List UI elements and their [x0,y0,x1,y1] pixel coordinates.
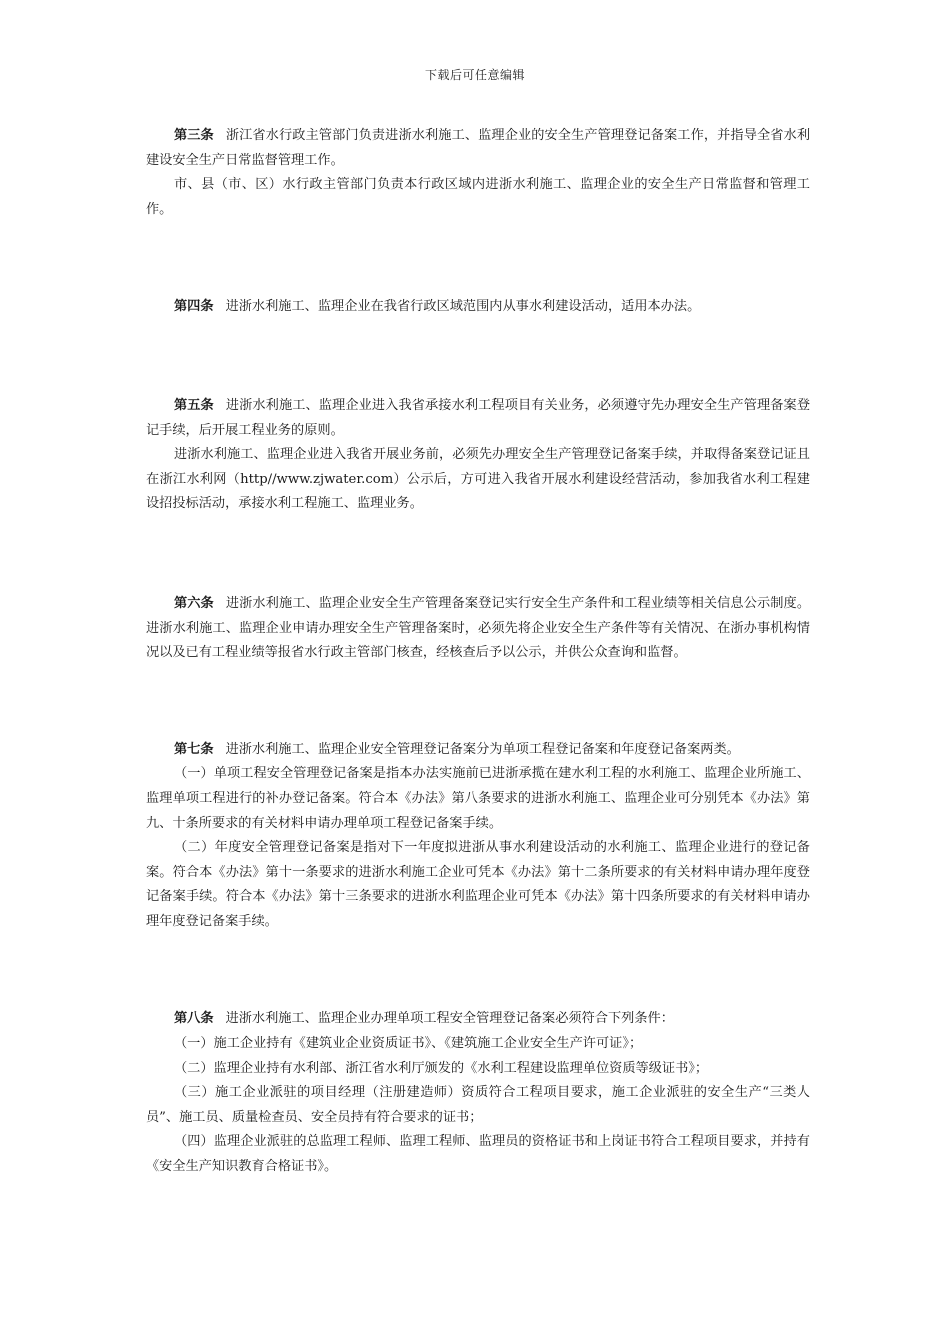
article-paragraph: （二）监理企业持有水利部、浙江省水利厅颁发的《水利工程建设监理单位资质等级证书》； [174,1060,709,1076]
article-paragraph: 进浙水利施工、监理企业进入我省开展业务前，必须先办理安全生产管理登记备案手续，并取得备案登记证且在浙江水利网（http//www.zjwater.com）公示后，方可进入我省开展水利建设经营活动，参加我省水利工程建设招投标活动，承接水利工程施工、监理业务。 [146,447,810,512]
article-5 [146,394,810,517]
article-number: 第三条 [174,128,214,143]
article-text: 进浙水利施工、监理企业进入我省承接水利工程项目有关业务，必须遵守先办理安全生产管理备案登记手续，后开展工程业务的原则。 [146,397,811,438]
article-paragraph: 市、县（市、区）水行政主管部门负责本行政区域内进浙水利施工、监理企业的安全生产日常监督和管理工作。 [146,177,810,217]
article-paragraph [146,295,810,320]
article-text: 进浙水利施工、监理企业安全生产管理备案登记实行安全生产条件和工程业绩等相关信息公示制度。进浙水利施工、监理企业申请办理安全生产管理备案时，必须先将企业安全生产条件等有关情况、在浙办事机构情况以及已有工程业绩等报省水行政主管部门核查，经核查后予以公示，并供公众查询和监督。 [146,595,811,661]
article-7 [146,738,810,935]
article-6 [146,592,810,666]
article-paragraph [146,1007,810,1032]
article-3 [146,124,810,222]
article-paragraph [146,394,810,443]
article-paragraph [146,124,810,173]
article-text: 进浙水利施工、监理企业办理单项工程安全管理登记备案必须符合下列条件： [225,1011,674,1027]
article-number: 第四条 [174,299,214,315]
article-number: 第七条 [174,741,214,757]
article-paragraph [146,592,810,666]
article-paragraph: （二）年度安全管理登记备案是指对下一年度拟进浙从事水利建设活动的水利施工、监理企业进行的登记备案。符合本《办法》第十一条要求的进浙水利施工企业可凭本《办法》第十二条所要求的有关材料申请办理年度登记备案手续。符合本《办法》第十三条要求的进浙水利监理企业可凭本《办法》第十四条所要求的有关材料申请办理年度登记备案手续。 [146,840,810,929]
article-number: 第六条 [174,595,214,611]
page-header: 下载后可任意编辑 [424,68,525,82]
article-8 [146,1007,810,1179]
article-number: 第五条 [174,397,214,413]
article-paragraph: （四）监理企业派驻的总监理工程师、监理工程师、监理员的资格证书和上岗证书符合工程项目要求，并持有《安全生产知识教育合格证书》。 [146,1134,810,1175]
article-paragraph: （一）单项工程安全管理登记备案是指本办法实施前已进浙承揽在建水利工程的水利施工、监理企业所施工、监理单项工程进行的补办登记备案。符合本《办法》第八条要求的进浙水利施工、监理企业可分别凭本《办法》第九、十条所要求的有关材料申请办理单项工程登记备案手续。 [146,766,810,831]
article-4 [146,295,810,320]
document-body [146,124,810,1180]
article-paragraph: （一）施工企业持有《建筑业企业资质证书》、《建筑施工企业安全生产许可证》； [174,1036,643,1052]
article-text: 浙江省水行政主管部门负责进浙水利施工、监理企业的安全生产管理登记备案工作，并指导全省水利建设安全生产日常监督管理工作。 [146,128,811,168]
article-text: 进浙水利施工、监理企业安全管理登记备案分为单项工程登记备案和年度登记备案两类。 [225,741,740,757]
article-text: 进浙水利施工、监理企业在我省行政区域范围内从事水利建设活动，适用本办法。 [225,299,701,315]
article-paragraph [146,738,810,763]
article-paragraph: （三）施工企业派驻的项目经理（注册建造师）资质符合工程项目要求，施工企业派驻的安全生产“三类人员”、施工员、质量检查员、安全员持有符合要求的证书； [146,1085,810,1125]
article-number: 第八条 [174,1011,214,1027]
